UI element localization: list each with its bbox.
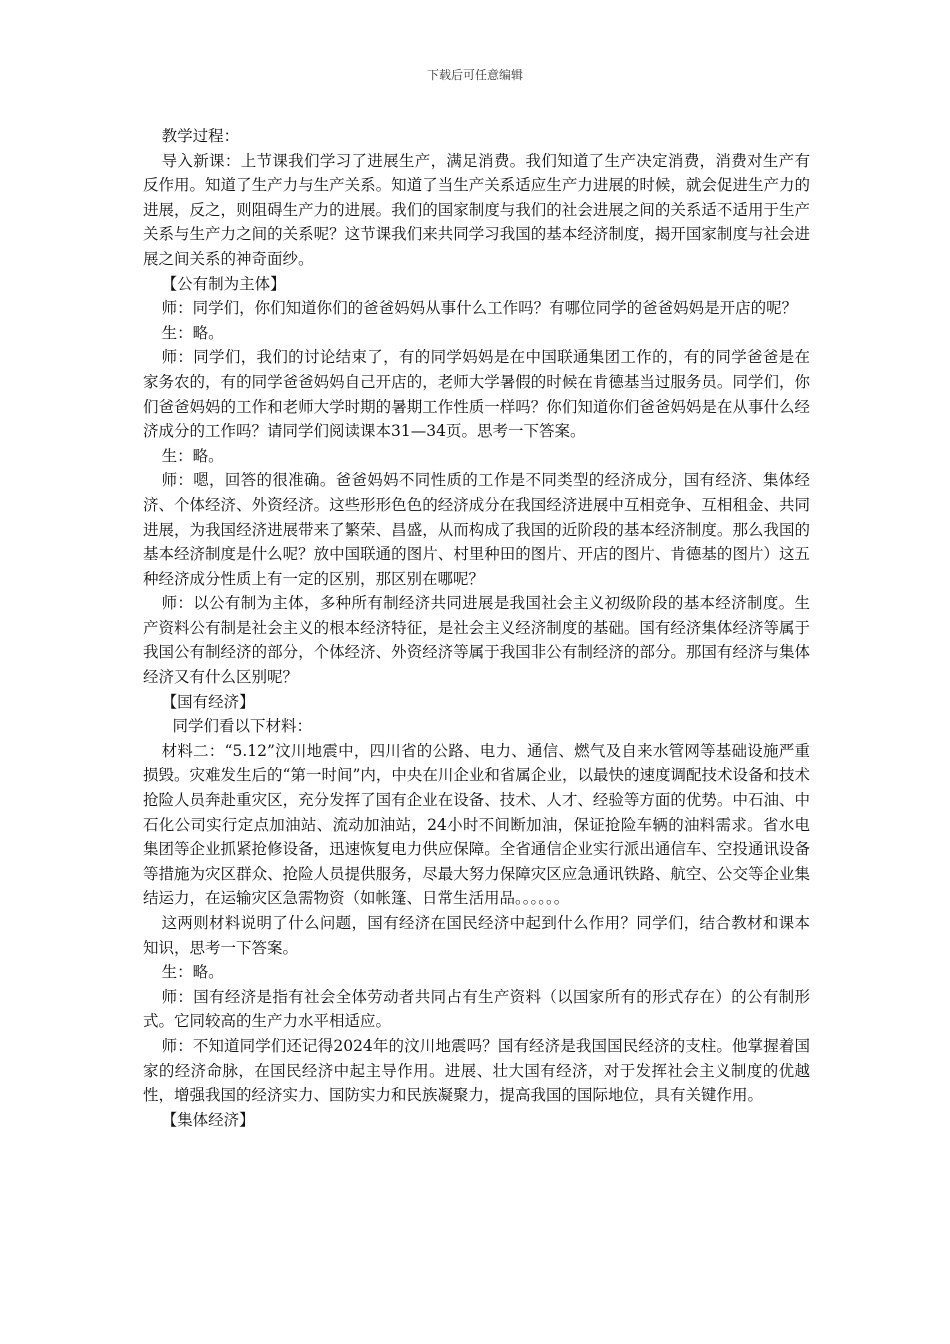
paragraph-teacher-discussion: 师：同学们，我们的讨论结束了，有的同学妈妈是在中国联通集团工作的，有的同学爸爸是在家务农的，有的同学爸爸妈妈自己开店的，老师大学暑假的时候在肯德基当过服务员。同学们，你们爸爸妈妈的工作和老师大学时期的暑期工作性质一样吗？你们知道你们爸爸妈妈是在从事什么经济成分的工作吗？请同学们阅读课本31—34页。思考一下答案。 [143, 348, 810, 441]
paragraph-teacher-economic-sectors: 师：嗯，回答的很准确。爸爸妈妈不同性质的工作是不同类型的经济成分，国有经济、集体经济、个体经济、外资经济。这些形形色色的经济成分在我国经济进展中互相竞争、互相租金、共同进展，为我国经济进展带来了繁荣、昌盛，从而构成了我国的近阶段的基本经济制度。那么我国的基本经济制度是什么呢？放中国联通的图片、村里种田的图片、开店的图片、肯德基的图片）这五种经济成分性质上有一定的区别，那区别在哪呢？ [143, 471, 810, 588]
document-body [143, 124, 810, 1132]
section-label-teaching-process: 教学过程： [161, 127, 240, 145]
page-header: 下载后可任意编辑 [426, 68, 523, 82]
paragraph-teacher-earthquake: 师：不知道同学们还记得2024年的汶川地震吗？国有经济是我国国民经济的支柱。他掌握着国家的经济命脉，在国民经济中起主导作用。进展、壮大国有经济，对于发挥社会主义制度的优越性，增强我国的经济实力、国防实力和民族凝聚力，提高我国的国际地位，具有关键作用。 [143, 1036, 810, 1105]
paragraph-question-material: 这两则材料说明了什么问题，国有经济在国民经济中起到什么作用？同学们，结合教材和课本知识，思考一下答案。 [143, 914, 810, 957]
paragraph-material-two: 材料二：“5.12”汶川地震中，四川省的公路、电力、通信、燃气及自来水管网等基础设施严重损毁。灾难发生后的“第一时间”内，中央在川企业和省属企业，以最快的速度调配技术设备和技术抢险人员奔赴重灾区，充分发挥了国有企业在设备、技术、人才、经验等方面的优势。中石油、中石化公司实行定点加油站、流动加油站，24小时不间断加油，保证抢险车辆的油料需求。省水电集团等企业抓紧抢修设备，迅速恢复电力供应保障。全省通信企业实行派出通信车、空投通讯设备等措施为灾区群众、抢险人员提供服务，尽最大努力保障灾区应急通讯铁路、航空、公交等企业集结运力，在运输灾区急需物资（如帐篷、日常生活用品。。。。。。 [143, 741, 810, 908]
paragraph-teacher-state-definition: 师：国有经济是指有社会全体劳动者共同占有生产资料（以国家所有的形式存在）的公有制形式。它同较高的生产力水平相适应。 [143, 987, 810, 1031]
paragraph-student-reply: 生：略。 [161, 446, 224, 465]
paragraph-teacher-basic-system: 师：以公有制为主体，多种所有制经济共同进展是我国社会主义初级阶段的基本经济制度。生产资料公有制是社会主义的根本经济特征，是社会主义经济制度的基础。国有经济集体经济等属于我国公有制经济的部分，个体经济、外资经济等属于我国非公有制经济的部分。那国有经济与集体经济又有什么区别呢？ [143, 594, 810, 687]
heading-state-economy: 【国有经济】 [161, 692, 255, 711]
paragraph-student-reply: 生：略。 [161, 323, 224, 342]
heading-collective-economy: 【集体经济】 [161, 1110, 255, 1129]
heading-public-ownership: 【公有制为主体】 [161, 274, 286, 293]
paragraph-student-reply: 生：略。 [161, 963, 224, 982]
paragraph-teacher-question-parents: 师：同学们，你们知道你们的爸爸妈妈从事什么工作吗？有哪位同学的爸爸妈妈是开店的呢？ [161, 299, 798, 318]
paragraph-intro: 导入新课：上节课我们学习了进展生产，满足消费。我们知道了生产决定消费，消费对生产有反作用。知道了生产力与生产关系。知道了当生产关系适应生产力进展的时候，就会促进生产力的进展，反之，则阻碍生产力的进展。我们的国家制度与我们的社会进展之间的关系适不适用于生产关系与生产力之间的关系呢？这节课我们来共同学习我国的基本经济制度，揭开国家制度与社会进展之间关系的神奇面纱。 [143, 151, 810, 268]
paragraph-see-material: 同学们看以下材料： [172, 717, 312, 736]
